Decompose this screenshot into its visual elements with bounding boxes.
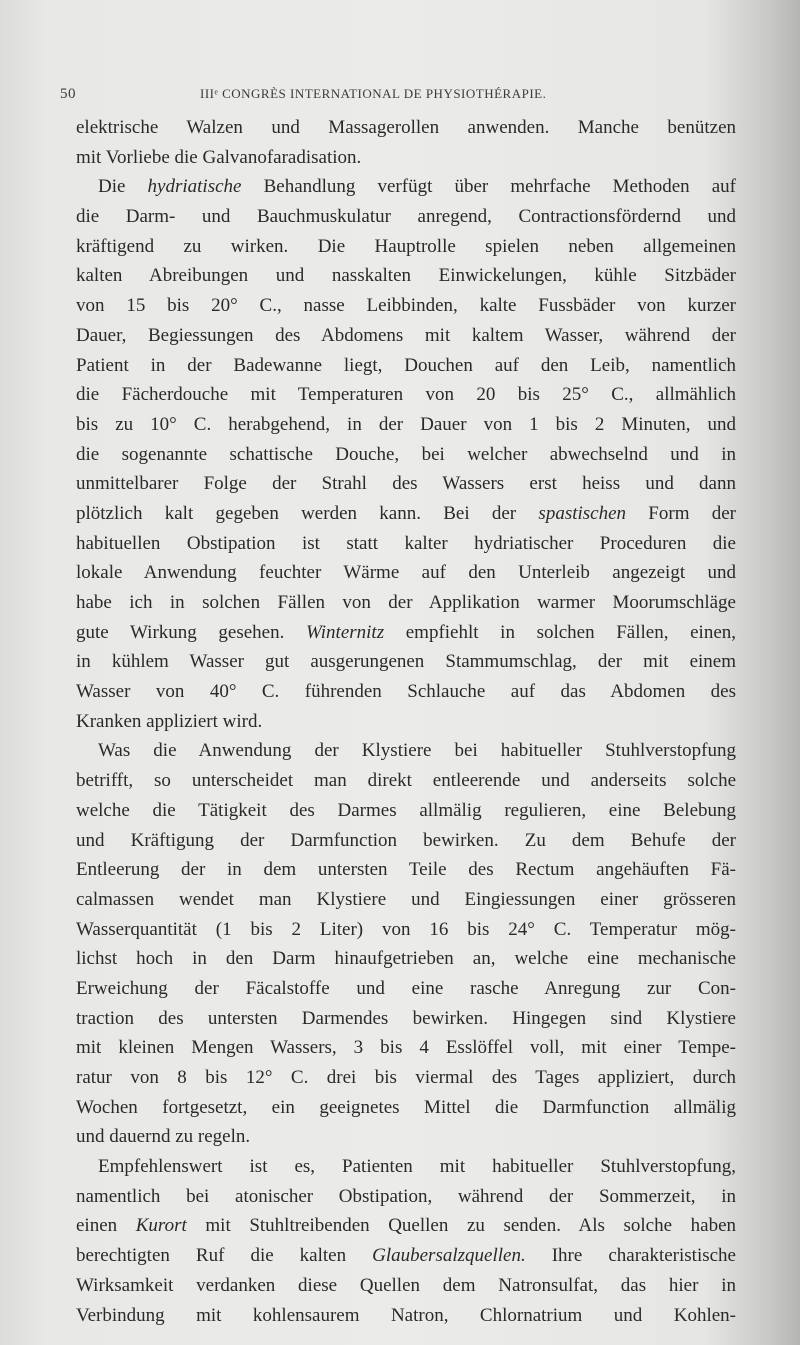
- text-segment: traction des untersten Darmendes bewirken. Hingegen sind Klystiere: [76, 1007, 736, 1029]
- text-line: [76, 1301, 736, 1331]
- text-line: [76, 143, 736, 173]
- text-segment: welche die Tätigkeit des Darmes allmälig regulieren, eine Belebung: [76, 799, 736, 821]
- text-segment: habe ich in solchen Fällen von der Applikation warmer Moorumschläge: [76, 592, 736, 613]
- text-line: [76, 469, 736, 499]
- text-segment: und Kräftigung der Darmfunction bewirken. Zu dem Behufe der: [76, 829, 736, 851]
- text-line: [76, 1271, 736, 1301]
- text-segment: Dauer, Begiessungen des Abdomens mit kaltem Wasser, während der: [76, 324, 736, 346]
- text-segment: gute Wirkung gesehen.: [76, 621, 306, 643]
- text-segment: Erweichung der Fäcalstoffe und eine rasche Anregung zur Con-: [76, 977, 736, 999]
- text-line: [76, 588, 736, 618]
- text-segment: betrifft, so unterscheidet man direkt entleerende und anderseits solche: [76, 770, 736, 792]
- text-line: [76, 647, 736, 677]
- text-segment: Kranken appliziert wird.: [76, 710, 263, 732]
- text-segment: Wasser von 40° C. führenden Schlauche auf das Abdomen des: [76, 681, 736, 703]
- emphasis-text: Winternitz: [305, 621, 385, 643]
- text-line: [76, 113, 736, 143]
- text-segment: unmittelbarer Folge der Strahl des Wassers erst heiss und dann: [76, 473, 736, 495]
- text-segment: berechtigten Ruf die kalten: [76, 1245, 373, 1267]
- text-segment: Was die Anwendung der Klystiere bei habitueller Stuhlverstopfung: [98, 740, 736, 762]
- text-line: [76, 291, 736, 321]
- text-line: [76, 380, 736, 410]
- text-segment: lokale Anwendung feuchter Wärme auf den Unterleib angezeigt und: [76, 562, 736, 584]
- body-text: [76, 113, 736, 1330]
- running-head: [60, 86, 740, 108]
- text-line: [76, 796, 736, 826]
- text-segment: kalten Abreibungen und nasskalten Einwickelungen, kühle Sitzbäder: [76, 265, 736, 287]
- text-segment: Empfehlenswert ist es, Patienten mit habitueller Stuhlverstopfung,: [98, 1156, 736, 1178]
- text-segment: Wochen fortgesetzt, ein geeignetes Mittel die Darmfunction allmälig: [76, 1096, 736, 1118]
- text-segment: Ihre charakteristische: [525, 1245, 736, 1267]
- text-segment: mit Vorliebe die Galvanofaradisation.: [76, 146, 362, 168]
- text-line: [76, 351, 736, 381]
- text-segment: elektrische Walzen und Massagerollen anwenden. Manche benützen: [76, 117, 736, 138]
- text-line: [76, 855, 736, 885]
- text-segment: plötzlich kalt gegeben werden kann. Bei der: [76, 502, 539, 524]
- text-line: [76, 172, 736, 202]
- text-line: [76, 1004, 736, 1034]
- text-line: [76, 202, 736, 232]
- text-segment: Verbindung mit kohlensaurem Natron, Chlornatrium und Kohlen-: [76, 1304, 736, 1326]
- running-head-title: IIIᵉ CONGRÈS INTERNATIONAL DE PHYSIOTHÉRAPIE.: [200, 86, 547, 101]
- text-line: [76, 232, 736, 262]
- text-segment: Form der: [626, 502, 736, 524]
- emphasis-text: hydriatische: [147, 176, 242, 198]
- text-segment: Wirksamkeit verdanken diese Quellen dem Natronsulfat, das hier in: [76, 1274, 736, 1296]
- text-segment: kräftigend zu wirken. Die Hauptrolle spielen neben allgemeinen: [76, 235, 736, 257]
- text-segment: Behandlung verfügt über mehrfache Methoden auf: [241, 176, 736, 198]
- text-line: [76, 1063, 736, 1093]
- text-line: [76, 1241, 736, 1271]
- text-line: [76, 1093, 736, 1123]
- text-line: [76, 1033, 736, 1063]
- text-segment: Patient in der Badewanne liegt, Douchen auf den Leib, namentlich: [76, 354, 736, 376]
- text-segment: bis zu 10° C. herabgehend, in der Dauer von 1 bis 2 Minuten, und: [76, 413, 736, 435]
- text-segment: mit Stuhltreibenden Quellen zu senden. Als solche haben: [186, 1215, 736, 1237]
- text-line: [76, 707, 736, 737]
- emphasis-text: spastischen: [538, 502, 627, 524]
- text-segment: die Darm- und Bauchmuskulatur anregend, Contractionsfördernd und: [76, 206, 736, 228]
- text-line: [76, 885, 736, 915]
- text-line: [76, 1211, 736, 1241]
- text-segment: calmassen wendet man Klystiere und Eingiessungen einer grösseren: [76, 888, 736, 910]
- emphasis-text: Glaubersalzquellen.: [372, 1245, 526, 1267]
- page-number: 50: [60, 86, 76, 102]
- text-segment: die Fächerdouche mit Temperaturen von 20 bis 25° C., allmählich: [76, 384, 736, 406]
- text-line: [76, 944, 736, 974]
- text-segment: Entleerung der in dem untersten Teile des Rectum angehäuften Fä-: [76, 859, 736, 881]
- text-line: [76, 974, 736, 1004]
- text-segment: und dauernd zu regeln.: [76, 1126, 251, 1148]
- text-segment: ratur von 8 bis 12° C. drei bis viermal des Tages appliziert, durch: [76, 1067, 736, 1088]
- text-line: [76, 440, 736, 470]
- text-line: [76, 1182, 736, 1212]
- text-segment: lichst hoch in den Darm hinaufgetrieben an, welche eine mechanische: [76, 948, 736, 970]
- text-segment: Die: [98, 176, 148, 198]
- text-line: [76, 1122, 736, 1152]
- text-line: [76, 261, 736, 291]
- text-segment: habituellen Obstipation ist statt kalter hydriatischer Proceduren die: [76, 532, 736, 554]
- text-line: [76, 736, 736, 766]
- text-line: [76, 321, 736, 351]
- text-line: [76, 529, 736, 559]
- text-segment: in kühlem Wasser gut ausgerungenen Stammumschlag, der mit einem: [76, 651, 736, 673]
- text-segment: die sogenannte schattische Douche, bei welcher abwechselnd und in: [76, 443, 736, 465]
- text-segment: von 15 bis 20° C., nasse Leibbinden, kalte Fussbäder von kurzer: [76, 295, 736, 317]
- text-line: [76, 558, 736, 588]
- text-line: [76, 618, 736, 648]
- text-line: [76, 826, 736, 856]
- text-line: [76, 1152, 736, 1182]
- text-line: [76, 915, 736, 945]
- text-line: [76, 766, 736, 796]
- emphasis-text: Kurort: [135, 1215, 187, 1237]
- text-segment: einen: [76, 1215, 136, 1237]
- text-line: [76, 499, 736, 529]
- text-line: [76, 410, 736, 440]
- text-segment: mit kleinen Mengen Wassers, 3 bis 4 Esslöffel voll, mit einer Tempe-: [76, 1037, 736, 1059]
- text-segment: Wasserquantität (1 bis 2 Liter) von 16 bis 24° C. Temperatur mög-: [76, 918, 736, 940]
- text-segment: empfiehlt in solchen Fällen, einen,: [384, 621, 736, 643]
- text-segment: namentlich bei atonischer Obstipation, während der Sommerzeit, in: [76, 1185, 736, 1207]
- text-line: [76, 677, 736, 707]
